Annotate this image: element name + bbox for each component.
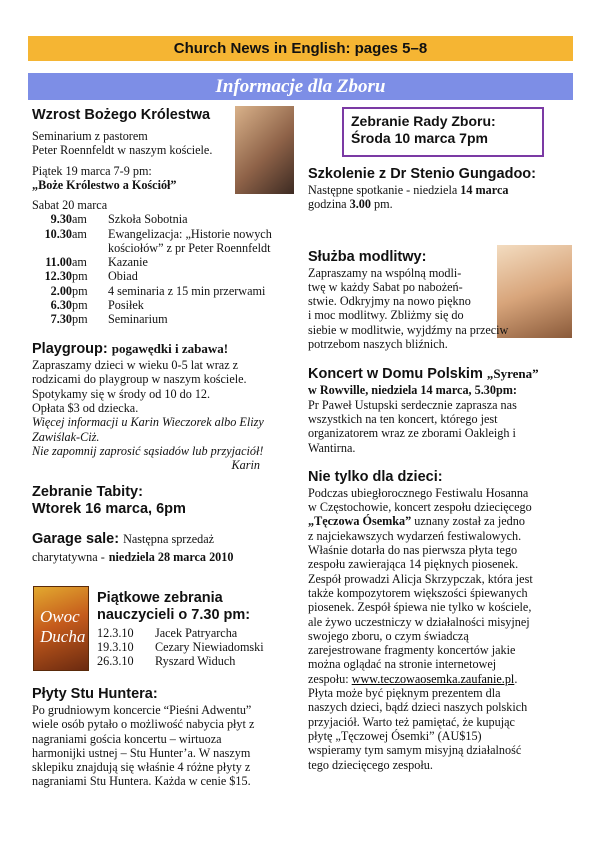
- schedule-hour: [32, 255, 72, 269]
- szkolenie-line-1b: 14 marca: [460, 183, 509, 197]
- playgroup-title: [32, 340, 272, 358]
- szkolenie-line-2: [308, 197, 576, 211]
- schedule-row: [32, 312, 272, 326]
- schedule-row: [32, 298, 272, 312]
- dzieci-line-20: tego dziecięcego zespołu.: [308, 757, 433, 772]
- schedule-suffix: pm: [72, 269, 88, 284]
- schedule-event: kościołów” z pr Peter Roennfeldt: [108, 240, 271, 255]
- dzieci-line-14: [308, 672, 576, 686]
- teacher-date: 19.3.10: [97, 640, 134, 655]
- szkolenie-title: Szkolenie z Dr Stenio Gungadoo:: [308, 166, 536, 182]
- schedule-hour-num: 7.30: [50, 311, 72, 326]
- plyty-section: [32, 686, 292, 789]
- schedule-hour-num: 6.30: [50, 297, 72, 312]
- schedule-event: Kazanie: [108, 255, 148, 270]
- piatkowe-title-2: nauczycieli o 7.30 pm:: [97, 607, 251, 623]
- schedule-hour: [32, 312, 72, 326]
- teacher-row: [97, 654, 264, 668]
- dzieci-line-6: zespołu zawierająca 14 pięknych piosenek.: [308, 557, 519, 572]
- sabbath-header: Sabat 20 marca: [32, 198, 108, 213]
- church-news-banner: Church News in English: pages 5–8: [28, 36, 573, 61]
- dzieci-line-1: Podczas ubiegłorocznego Festiwalu Hosanna: [308, 485, 529, 500]
- schedule-event: Seminarium: [108, 311, 168, 326]
- council-meeting-line1: Zebranie Rady Zboru:: [351, 113, 496, 129]
- dzieci-line-17: przyjaciół. Warto też pamiętać, że kupując: [308, 714, 515, 729]
- schedule-suffix: pm: [72, 283, 88, 298]
- dzieci-line-15: Płyta może być pięknym prezentem dla: [308, 686, 501, 701]
- left-column: [32, 104, 272, 566]
- playgroup-title-sub: pogawędki i zabawa!: [111, 341, 229, 357]
- dzieci-line-16: naszych dzieci, bądź dzieci naszych polskich: [308, 700, 528, 715]
- piatkowe-section: [97, 590, 287, 669]
- schedule-event: Szkoła Sobotnia: [108, 212, 188, 227]
- schedule-suffix: pm: [72, 297, 88, 312]
- teacher-row: [97, 626, 264, 640]
- koncert-line-4: Wantirna.: [308, 440, 356, 455]
- schedule-hour: [32, 227, 72, 241]
- dzieci-line-19: wspieramy tym samym misyjną działalność: [308, 743, 522, 758]
- sluzba-line-3: stwie. Odkryjmy na nowo piękno: [308, 294, 471, 309]
- schedule-row: [32, 284, 272, 298]
- playgroup-italic-2: Zawiślak-Ciż.: [32, 429, 100, 444]
- dzieci-line-3: [308, 514, 576, 528]
- sluzba-title: Służba modlitwy:: [308, 248, 427, 265]
- schedule-hour: [32, 284, 72, 298]
- piatkowe-title-1: Piątkowe zebrania: [97, 590, 223, 606]
- schedule-row: [32, 227, 272, 241]
- right-column: [308, 166, 576, 772]
- dzieci-line-9: piosenek. Zespół śpiewa nie tylko w kościele,: [308, 600, 532, 615]
- koncert-sub: w Rowville, niedziela 14 marca, 5.30pm:: [308, 383, 517, 398]
- garage-text: Następna sprzedaż: [123, 532, 215, 547]
- szkolenie-line-1a: Następne spotkanie - niedziela: [308, 183, 458, 197]
- schedule-row: [32, 212, 272, 226]
- friday-line: Piątek 19 marca 7-9 pm:: [32, 163, 152, 178]
- plyty-line-5: sklepiku znajdują się właśnie 4 różne płyty z: [32, 760, 251, 775]
- koncert-title-main: Koncert w Domu Polskim: [308, 366, 483, 383]
- plyty-title: Płyty Stu Huntera:: [32, 686, 158, 702]
- schedule-hour-num: 10.30: [44, 226, 72, 241]
- dzieci-line-18: płytę „Tęczowej Ósemki” (AU$15): [308, 728, 482, 743]
- plyty-line-3: nagraniami gościa koncertu – wirtuoza: [32, 731, 222, 746]
- dzieci-line-10: ale żywo uczestniczy w działalności misyjnej: [308, 614, 530, 629]
- dzieci-line-14b: .: [514, 671, 518, 686]
- playgroup-line-4: Opłata $3 od dziecka.: [32, 401, 139, 415]
- sabbath-schedule: [32, 212, 272, 326]
- schedule-hour-num: 11.00: [45, 255, 72, 270]
- schedule-row: [32, 255, 272, 269]
- band-website-link[interactable]: www.teczowaosemka.zaufanie.pl: [351, 671, 515, 686]
- teachers-table: [97, 626, 264, 669]
- koncert-line-3: organizatorem wraz ze zborami Oakleigh i: [308, 426, 516, 441]
- playgroup-sign: Karin: [231, 458, 260, 473]
- schedule-hour-num: 2.00: [50, 283, 72, 298]
- koncert-line-1: Pr Paweł Ustupski serdecznie zaprasza nas: [308, 397, 517, 412]
- dzieci-line-4: z najciekawszych wydarzeń festiwalowych.: [308, 528, 522, 543]
- schedule-hour-num: 9.30: [50, 212, 72, 227]
- wzrost-title: Wzrost Bożego Królestwa: [32, 107, 211, 123]
- sluzba-line-2: twę w każdy Sabat po nabożeń-: [308, 279, 463, 294]
- sluzba-line-1: Zapraszamy na wspólną modli-: [308, 265, 462, 280]
- tabity-title: Zebranie Tabity:: [32, 484, 143, 501]
- tabity-date: Wtorek 16 marca, 6pm: [32, 501, 186, 518]
- dzieci-line-14a: zespołu:: [308, 671, 349, 686]
- teacher-date: 12.3.10: [97, 626, 134, 640]
- schedule-hour: [32, 269, 72, 283]
- section-banner: Informacje dla Zboru: [28, 73, 573, 100]
- schedule-event: Obiad: [108, 269, 138, 284]
- wzrost-intro-1: Seminarium z pastorem: [32, 129, 148, 143]
- playgroup-title-main: Playgroup:: [32, 341, 108, 358]
- szkolenie-line-2a: godzina: [308, 197, 347, 212]
- playgroup-line-1: Zapraszamy dzieci w wieku 0-5 lat wraz z: [32, 358, 239, 373]
- garage-text2: charytatywna -: [32, 550, 105, 565]
- playgroup-italic-3: Nie zapomnij zaprosić sąsiadów lub przyjaciół!: [32, 443, 264, 458]
- schedule-suffix: [72, 241, 102, 255]
- dzieci-line-2: w Częstochowie, koncert zespołu dziecięcego: [308, 500, 532, 515]
- szkolenie-line-2b: 3.00: [349, 197, 371, 212]
- plyty-line-2: wiele osób pytało o możliwość nabycia płyt z: [32, 717, 255, 732]
- sluzba-line-6: potrzebom naszych bliźnich.: [308, 337, 448, 352]
- szkolenie-line-1: [308, 183, 576, 197]
- schedule-row: [32, 241, 272, 255]
- book-cover-image: [33, 586, 89, 671]
- dzieci-line-7: Zespół prowadzi Alicja Skrzypczak, która jest: [308, 571, 533, 586]
- sluzba-line-5: siebie w modlitwie, wyjdźmy na przeciw: [308, 322, 509, 337]
- council-meeting-box: [342, 107, 544, 157]
- teacher-name: Cezary Niewiadomski: [155, 640, 264, 655]
- teacher-date: 26.3.10: [97, 654, 134, 669]
- dzieci-line-11: swojego zboru, o czym świadczą: [308, 628, 469, 643]
- schedule-suffix: am: [72, 255, 87, 270]
- plyty-line-6: nagraniami Stu Huntera. Każda w cenie $15.: [32, 774, 251, 789]
- teacher-name: Ryszard Widuch: [155, 654, 236, 669]
- wzrost-intro: [32, 129, 272, 158]
- playgroup-italic-1: Więcej informacji u Karin Wieczorek albo Elizy: [32, 415, 264, 430]
- schedule-row: [32, 269, 272, 283]
- koncert-title-sub: „Syrena”: [486, 366, 539, 382]
- schedule-suffix: pm: [72, 311, 88, 326]
- schedule-hour: [32, 241, 72, 255]
- dzieci-line-13: można oglądać na stronie internetowej: [308, 657, 497, 672]
- dzieci-line-12: zarejestrowane fragmenty koncertów jakie: [308, 643, 516, 658]
- schedule-hour-num: 12.30: [44, 269, 72, 284]
- garage-date: niedziela 28 marca 2010: [108, 550, 234, 565]
- plyty-line-4: harmonijki ustnej – Stu Hunter’a. W naszym: [32, 745, 251, 760]
- schedule-event: 4 seminaria z 15 min przerwami: [108, 283, 266, 298]
- sluzba-line-4: i moc modlitwy. Zbliżmy się do: [308, 308, 464, 323]
- council-meeting-line2: Środa 10 marca 7pm: [351, 130, 488, 146]
- playgroup-line-3: Spotykamy się w środy od 10 do 12.: [32, 386, 211, 401]
- koncert-title: [308, 365, 576, 383]
- plyty-line-1: Po grudniowym koncercie “Pieśni Adwentu”: [32, 703, 252, 717]
- playgroup-line-2: rodzicami do playgroup w naszym kościele.: [32, 372, 247, 387]
- schedule-suffix: am: [72, 212, 87, 227]
- book-cover-title: Owoc Ducha: [40, 607, 86, 646]
- teacher-name: Jacek Patryarcha: [155, 626, 238, 640]
- garage-sale: [32, 530, 272, 566]
- dzieci-line-3b: uznany został za jedno: [414, 514, 525, 529]
- teacher-row: [97, 640, 264, 654]
- schedule-event: Posiłek: [108, 297, 144, 312]
- dzieci-line-5: Właśnie dotarła do nas pierwsza płyta tego: [308, 543, 518, 558]
- friday-title: „Boże Królestwo a Kościół”: [32, 177, 177, 192]
- garage-title: Garage sale:: [32, 531, 120, 548]
- schedule-suffix: am: [72, 226, 87, 241]
- schedule-hour: [32, 212, 72, 226]
- dzieci-title: Nie tylko dla dzieci:: [308, 468, 443, 485]
- dzieci-line-8: także kompozytorem większości śpiewanych: [308, 585, 528, 600]
- koncert-line-2: wszystkich na ten koncert, którego jest: [308, 411, 498, 426]
- szkolenie-line-2c: pm.: [374, 197, 393, 212]
- schedule-event: Ewangelizacja: „Historie nowych: [108, 226, 272, 241]
- wzrost-intro-2: Peter Roennfeldt w naszym kościele.: [32, 143, 213, 158]
- dzieci-band-name: „Tęczowa Ósemka”: [308, 514, 412, 529]
- schedule-hour: [32, 298, 72, 312]
